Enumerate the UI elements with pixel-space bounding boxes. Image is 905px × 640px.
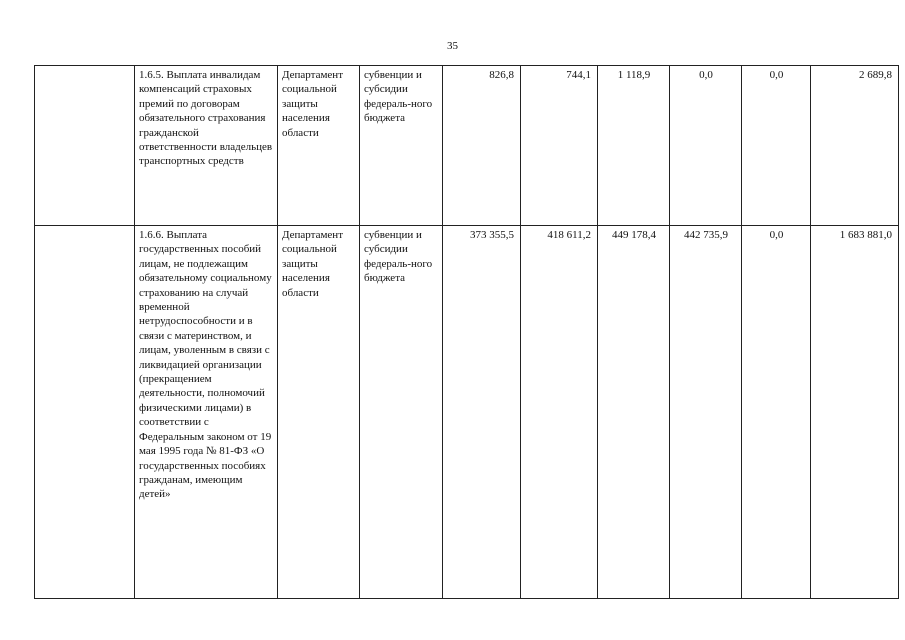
total-cell: 2 689,8: [811, 66, 899, 226]
table-row: [35, 226, 899, 599]
measure-name-cell: 1.6.6. Выплата государственных пособий лицам, не подлежащим обязательному социальному страхованию на случай временной нетрудоспособности и в связи с материнством, и лицам, уволенным в связи с ликвидацией организации (прекращением деятельности, полномочий физическими лицами) в соответствии с Федеральным законом от 19 мая 1995 года № 81-ФЗ «О государственных пособиях гражданам, имеющим детей»: [135, 226, 278, 599]
empty-cell: [35, 226, 135, 599]
value-cell: 418 611,2: [521, 226, 598, 599]
value-cell: 0,0: [742, 66, 811, 226]
executor-cell: Департамент социальной защиты населения области: [278, 226, 360, 599]
total-cell: 1 683 881,0: [811, 226, 899, 599]
value-cell: 0,0: [742, 226, 811, 599]
value-cell: 826,8: [443, 66, 521, 226]
empty-cell: [35, 66, 135, 226]
value-cell: 442 735,9: [670, 226, 742, 599]
measure-name-cell: 1.6.5. Выплата инвалидам компенсаций страховых премий по договорам обязательного страхования гражданской ответственности владельцев транспортных средств: [135, 66, 278, 226]
table-row: [35, 66, 899, 226]
page-number: 35: [447, 40, 458, 52]
value-cell: 0,0: [670, 66, 742, 226]
budget-table: [34, 65, 899, 599]
funding-source-cell: субвенции и субсидии федераль-ного бюджета: [360, 66, 443, 226]
value-cell: 449 178,4: [598, 226, 670, 599]
funding-source-cell: субвенции и субсидии федераль-ного бюджета: [360, 226, 443, 599]
value-cell: 744,1: [521, 66, 598, 226]
executor-cell: Департамент социальной защиты населения области: [278, 66, 360, 226]
value-cell: 373 355,5: [443, 226, 521, 599]
value-cell: 1 118,9: [598, 66, 670, 226]
